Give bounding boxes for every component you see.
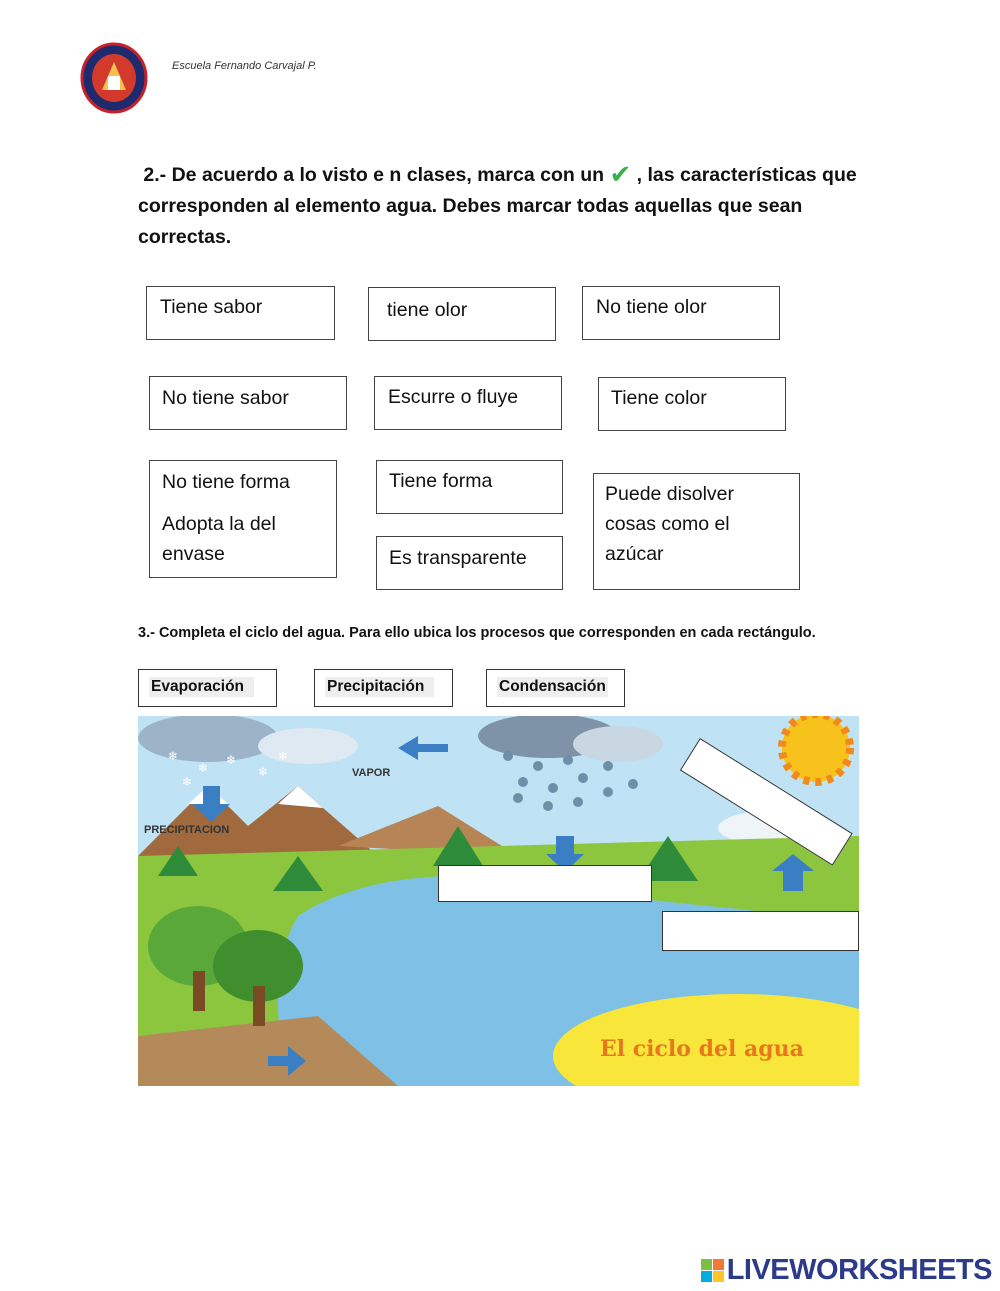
question-2-text-b: , las características que corresponden al elemento agua. Debes marcar todas aquellas que sean correctas. <box>138 164 857 248</box>
precipitacion-label: PRECIPITACION <box>144 824 230 836</box>
label-text: Precipitación <box>325 677 434 697</box>
drop-target-1[interactable] <box>438 865 652 902</box>
svg-text:❄: ❄ <box>198 761 209 775</box>
option-no-tiene-sabor[interactable] <box>149 376 347 430</box>
question-2-text-a: 2.- De acuerdo a lo visto e n clases, marca con un <box>143 164 605 186</box>
option-label: Puede disolver cosas como el azúcar <box>605 483 734 565</box>
label-precipitacion[interactable] <box>314 669 453 707</box>
label-evaporacion[interactable] <box>138 669 277 707</box>
option-label: tiene olor <box>387 299 468 321</box>
label-condensacion[interactable] <box>486 669 625 707</box>
option-tiene-olor[interactable] <box>368 287 556 341</box>
illustration-title: El ciclo del agua <box>600 1036 804 1062</box>
question-2 <box>138 160 868 253</box>
school-name: Escuela Fernando Carvajal P. <box>172 60 317 72</box>
school-logo <box>80 42 148 114</box>
label-text: Evaporación <box>149 677 254 697</box>
option-escurre-o-fluye[interactable] <box>374 376 562 430</box>
option-label-secondary: Adopta la del envase <box>162 513 276 565</box>
option-no-tiene-forma[interactable] <box>149 460 337 578</box>
brand-logo-icon <box>701 1259 724 1282</box>
vapor-label: VAPOR <box>352 767 391 779</box>
label-text: Condensación <box>499 678 606 695</box>
option-no-tiene-olor[interactable] <box>582 286 780 340</box>
option-tiene-color[interactable] <box>598 377 786 431</box>
option-tiene-forma[interactable] <box>376 460 563 514</box>
question-3: 3.- Completa el ciclo del agua. Para ello ubica los procesos que corresponden en cada rectángulo. <box>138 625 816 641</box>
option-tiene-sabor[interactable] <box>146 286 335 340</box>
option-label: No tiene olor <box>596 296 707 318</box>
svg-text:❄: ❄ <box>258 765 269 779</box>
option-label: Escurre o fluye <box>388 386 519 408</box>
option-label: Tiene color <box>611 387 707 409</box>
option-puede-disolver[interactable] <box>593 473 800 590</box>
svg-text:❄: ❄ <box>168 749 179 763</box>
option-label: No tiene sabor <box>162 387 289 409</box>
liveworksheets-brand <box>701 1254 992 1287</box>
option-es-transparente[interactable] <box>376 536 563 590</box>
svg-text:❄: ❄ <box>226 753 237 767</box>
brand-name: LIVEWORKSHEETS <box>726 1254 992 1286</box>
option-label: Tiene sabor <box>160 296 263 318</box>
drop-target-2[interactable] <box>662 911 859 951</box>
svg-text:❄: ❄ <box>278 749 289 763</box>
checkmark-icon: ✔ <box>609 159 632 189</box>
option-label: Tiene forma <box>389 470 493 492</box>
option-label: No tiene forma <box>162 471 290 493</box>
option-label: Es transparente <box>389 547 527 569</box>
svg-text:❄: ❄ <box>182 775 193 789</box>
